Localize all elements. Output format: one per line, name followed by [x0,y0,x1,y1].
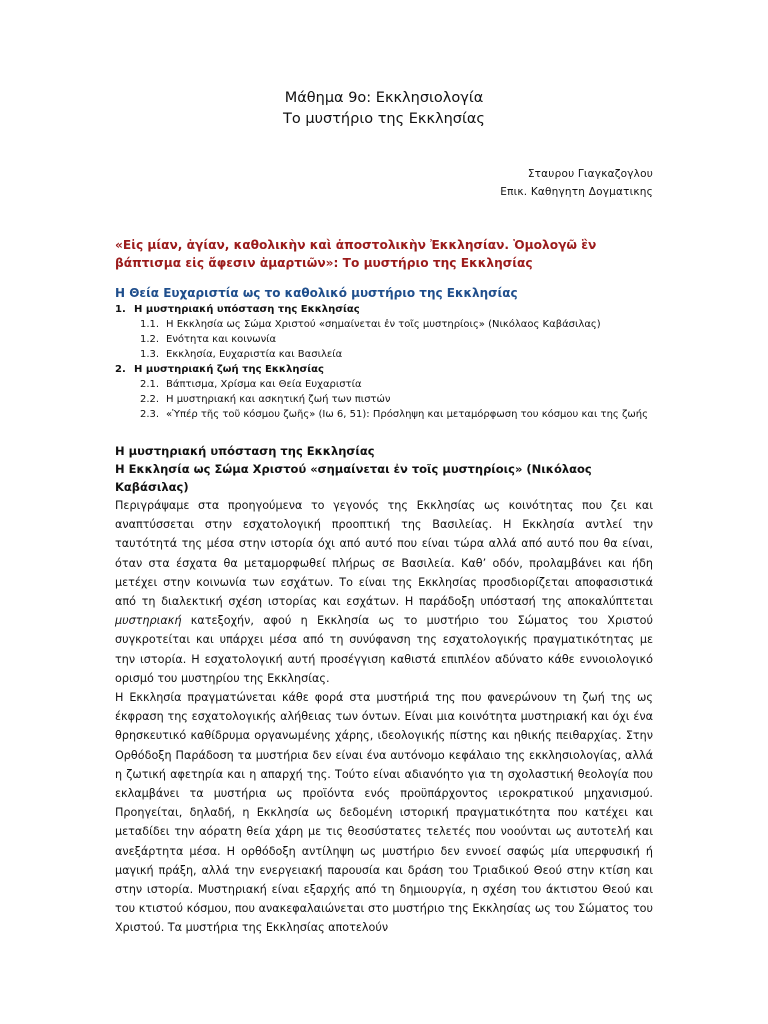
toc-subitem [115,347,655,362]
toc-number: 2.1. [140,379,160,390]
title-line-2: Το μυστήριο της Εκκλησίας [283,111,485,127]
toc-label: Η Εκκλησία ως Σώμα Χριστού «σημαίνεται ἐν τοῖς μυστηρίοις» (Νικόλαος Καβάσιλας) [166,319,601,330]
title-line-1: Μάθημα 9ο: Εκκλησιολογία [284,90,484,106]
toc-number: 1. [115,304,126,315]
author-block [500,165,653,201]
toc-subitem [115,332,655,347]
body-heading-1: Η μυστηριακή υπόσταση της Εκκλησίας [115,444,375,458]
toc-label: Ενότητα και κοινωνία [166,334,277,345]
paragraph-2: Η Εκκλησία πραγματώνεται κάθε φορά στα μυστήριά της που φανερώνουν τη ζωή της ως έκφραση της εσχατολογικής αλήθειας των όντων. Είναι μια κοινότητα μυστηριακή και όχι ένα θρησκευτικό καθίδρυμα οργανωμένης χάρης, ιδεολογικής πίστης και ηθικής πειθαρχίας. Στην Ορθόδοξη Παράδοση τα μυστήρια δεν είναι ένα αυτόνομο κεφάλαιο της εκκλησιολογίας, αλλά η ζωτική αφετηρία και η απαρχή της. Τούτο είναι αδιανόητο για τη σχολαστική θεολογία που εκλαμβάνει τα μυστήρια ως προϊόντα ενός προϋπάρχοντος ιεροκρατικού μηχανισμού. Προηγείται, δηλαδή, η Εκκλησία ως δεδομένη ιστορική πραγματικότητα που κατέχει και μεταδίδει την αόρατη θεία χάρη με τις θεοσύστατες τελετές που νοούνται ως αυτοτελή και ανεξάρτητα μέσα. Η ορθόδοξη αντίληψη ως μυστήριο δεν εννοεί σαφώς μία υπερφυσική ή μαγική πράξη, αλλά την ενεργειακή παρουσία και δράση του Τριαδικού Θεού στην κτίση και στην ιστορία. Μυστηριακή είναι εξαρχής από τη δημιουργία, η σχέση του άκτιστου Θεού και του κτιστού κόσμου, που ανακεφαλαιώνεται στο μυστήριο της Εκκλησίας ως του Σώματος του Χριστού. Τα μυστήρια της Εκκλησίας αποτελούν [115,691,653,935]
table-of-contents [115,302,655,422]
author-position: Επικ. Καθηγητη Δογματικης [500,186,653,198]
author-name: Σταυρου Γιαγκαζογλου [527,168,653,180]
toc-subitem [115,392,655,407]
toc-item [115,362,655,377]
toc-number: 2.2. [140,394,160,405]
paragraph-1 [115,496,653,688]
toc-subitem [115,407,655,422]
document-title [0,88,768,130]
body-text [115,442,653,938]
toc-number: 1.3. [140,349,160,360]
paragraph-text: κατεξοχήν, αφού η Εκκλησία ως το μυστήριο του Σώματος του Χριστού συγκροτείται και υπάρχει μέσα από τη συνύφανση της εσχατολογικής πραγματικότητας με την ιστορία. Η εσχατολογική αυτή προσέγγιση καθιστά επιπλέον αδύνατο κάθε εννοιολογικό ορισμό του μυστηρίου της Εκκλησίας. [115,614,653,685]
toc-number: 2.3. [140,409,160,420]
toc-label: Η μυστηριακή και ασκητική ζωή των πιστών [166,394,391,405]
toc-label: «Ὑπέρ τῆς τοῦ κόσμου ζωῆς» (Ιω 6, 51): Πρόσληψη και μεταμόρφωση του κόσμου και της ζωής [166,409,648,420]
toc-number: 1.2. [140,334,160,345]
toc-label: Η μυστηριακή ζωή της Εκκλησίας [134,364,324,375]
toc-number: 1.1. [140,319,160,330]
toc-label: Η μυστηριακή υπόσταση της Εκκλησίας [134,304,360,315]
emphasis-text: μυστηριακή [115,614,182,628]
toc-label: Εκκλησία, Ευχαριστία και Βασιλεία [166,349,343,360]
toc-label: Βάπτισμα, Χρίσμα και Θεία Ευχαριστία [166,379,362,390]
toc-item [115,302,655,317]
body-heading-2: Η Εκκλησία ως Σώμα Χριστού «σημαίνεται ἐν τοῖς μυστηρίοις» (Νικόλαος Καβάσιλας) [115,462,592,494]
creed-quote: «Εἰς μίαν, ἁγίαν, καθολικὴν καὶ ἀποστολικὴν Ἐκκλησίαν. Ὁμολογῶ ἓν βάπτισμα εἰς ἄφεσιν ἁμαρτιῶν»: Το μυστήριο της Εκκλησίας [115,238,597,270]
toc-subitem [115,317,655,332]
toc-subitem [115,377,655,392]
toc-number: 2. [115,364,126,375]
paragraph-text: Περιγράψαμε στα προηγούμενα το γεγονός της Εκκλησίας ως κοινότητας που ζει και αναπτύσσεται στην εσχατολογική προοπτική της Βασιλείας. Η Εκκλησία αντλεί την ταυτότητά της μέσα στην ιστορία όχι από αυτό που είναι τώρα αλλά από αυτό που θα είναι, όταν στα έσχατα θα μεταμορφωθεί πλήρως σε Βασιλεία. Καθ’ οδόν, προλαμβάνει και ήδη μετέχει στην κοινωνία των εσχάτων. Το είναι της Εκκλησίας προσδιορίζεται αποφασιστικά από τη διαλεκτική σχέση ιστορίας και εσχάτων. Η παράδοξη υπόστασή της αποκαλύπτεται [115,499,653,609]
section-title: Η Θεία Ευχαριστία ως το καθολικό μυστήριο της Εκκλησίας [115,286,518,300]
